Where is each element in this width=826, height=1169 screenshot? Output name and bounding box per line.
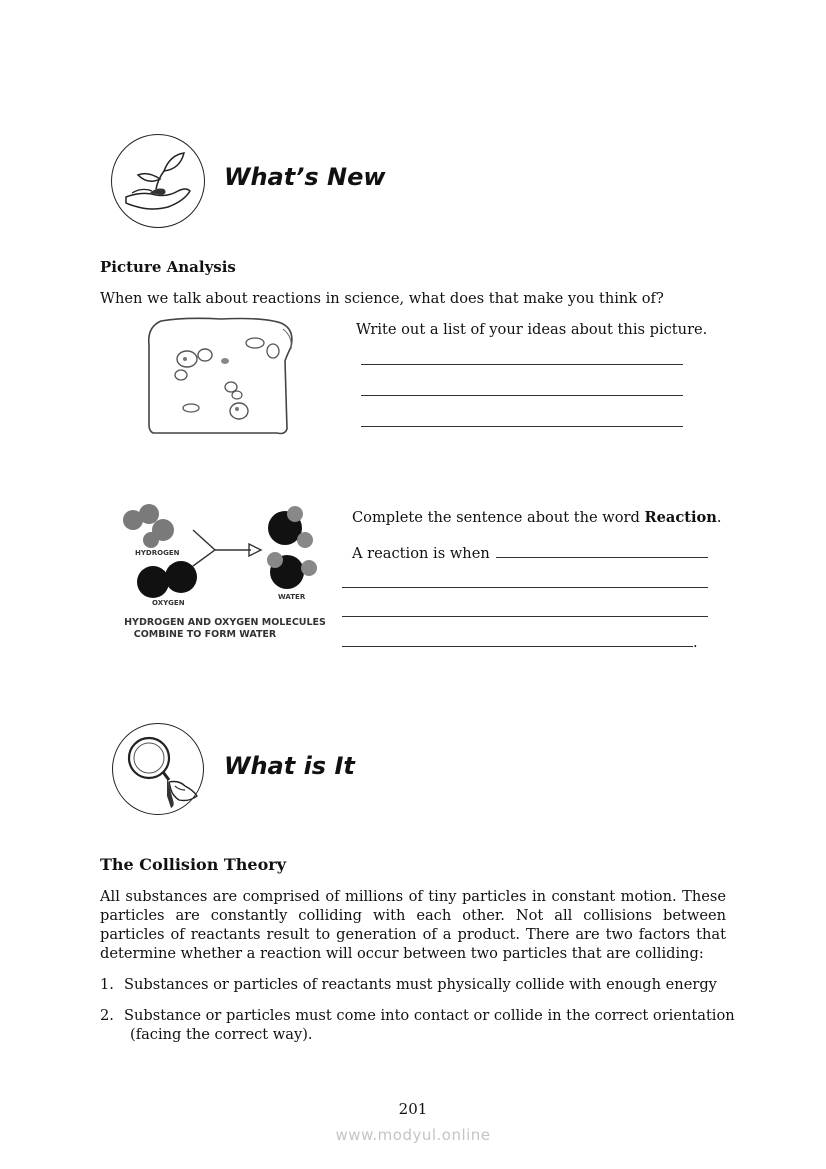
answer-line-3[interactable]: [361, 426, 683, 427]
list-item-number: 2.: [100, 1007, 114, 1024]
section-title-what-is-it: What is It: [224, 752, 355, 780]
label-oxygen: OXYGEN: [152, 599, 185, 607]
section-title-whats-new: What’s New: [224, 163, 386, 191]
picture-analysis-intro: When we talk about reactions in science, what does that make you think of?: [100, 290, 664, 307]
list-item-text-continued: (facing the correct way).: [130, 1026, 313, 1043]
moldy-bread-icon: [145, 315, 295, 437]
list-item-text: Substance or particles must come into contact or collide in the correct orientation: [124, 1007, 735, 1024]
reaction-answer-line-4[interactable]: [342, 646, 693, 647]
caption-line-2: COMBINE TO FORM WATER: [133, 629, 277, 640]
label-hydrogen: HYDROGEN: [135, 549, 180, 557]
reaction-word: Reaction: [644, 509, 717, 526]
label-water: WATER: [278, 593, 306, 601]
reaction-prompt-text: Complete the sentence about the word: [352, 509, 645, 526]
reaction-prompt-period: .: [716, 509, 722, 526]
picture-analysis-heading: Picture Analysis: [100, 258, 236, 276]
plant-in-hand-icon: [111, 134, 205, 228]
reaction-answer-line-3[interactable]: [342, 616, 708, 617]
molecule-figure: [115, 500, 335, 645]
reaction-prompt: [352, 508, 722, 527]
list-item: [100, 1006, 735, 1046]
list-item-number: 1.: [100, 976, 114, 993]
collision-theory-heading: The Collision Theory: [100, 855, 287, 874]
answer-line-2[interactable]: [361, 395, 683, 396]
collision-theory-paragraph: All substances are comprised of millions of tiny particles in constant motion. These particles are constantly colliding with each other. Not all collisions between particles of reactants result to generation of a product. There are two factors that determine whether a reaction will occur between two particles that are colliding:: [100, 888, 726, 962]
bread-prompt: Write out a list of your ideas about this picture.: [356, 321, 708, 338]
list-item-text: Substances or particles of reactants must physically collide with enough energy: [124, 976, 717, 993]
answer-line-1[interactable]: [361, 364, 683, 365]
magnifying-glass-icon: [112, 723, 204, 815]
reaction-end-period: .: [693, 634, 698, 651]
reaction-answer-line-2[interactable]: [342, 587, 708, 588]
watermark: www.modyul.online: [335, 1126, 491, 1144]
page-number: 201: [398, 1100, 428, 1118]
caption-line-1: HYDROGEN AND OXYGEN MOLECULES: [124, 617, 326, 628]
list-item: [100, 975, 726, 995]
reaction-answer-line-1[interactable]: [496, 557, 708, 558]
reaction-sentence-start: A reaction is when: [352, 545, 490, 562]
